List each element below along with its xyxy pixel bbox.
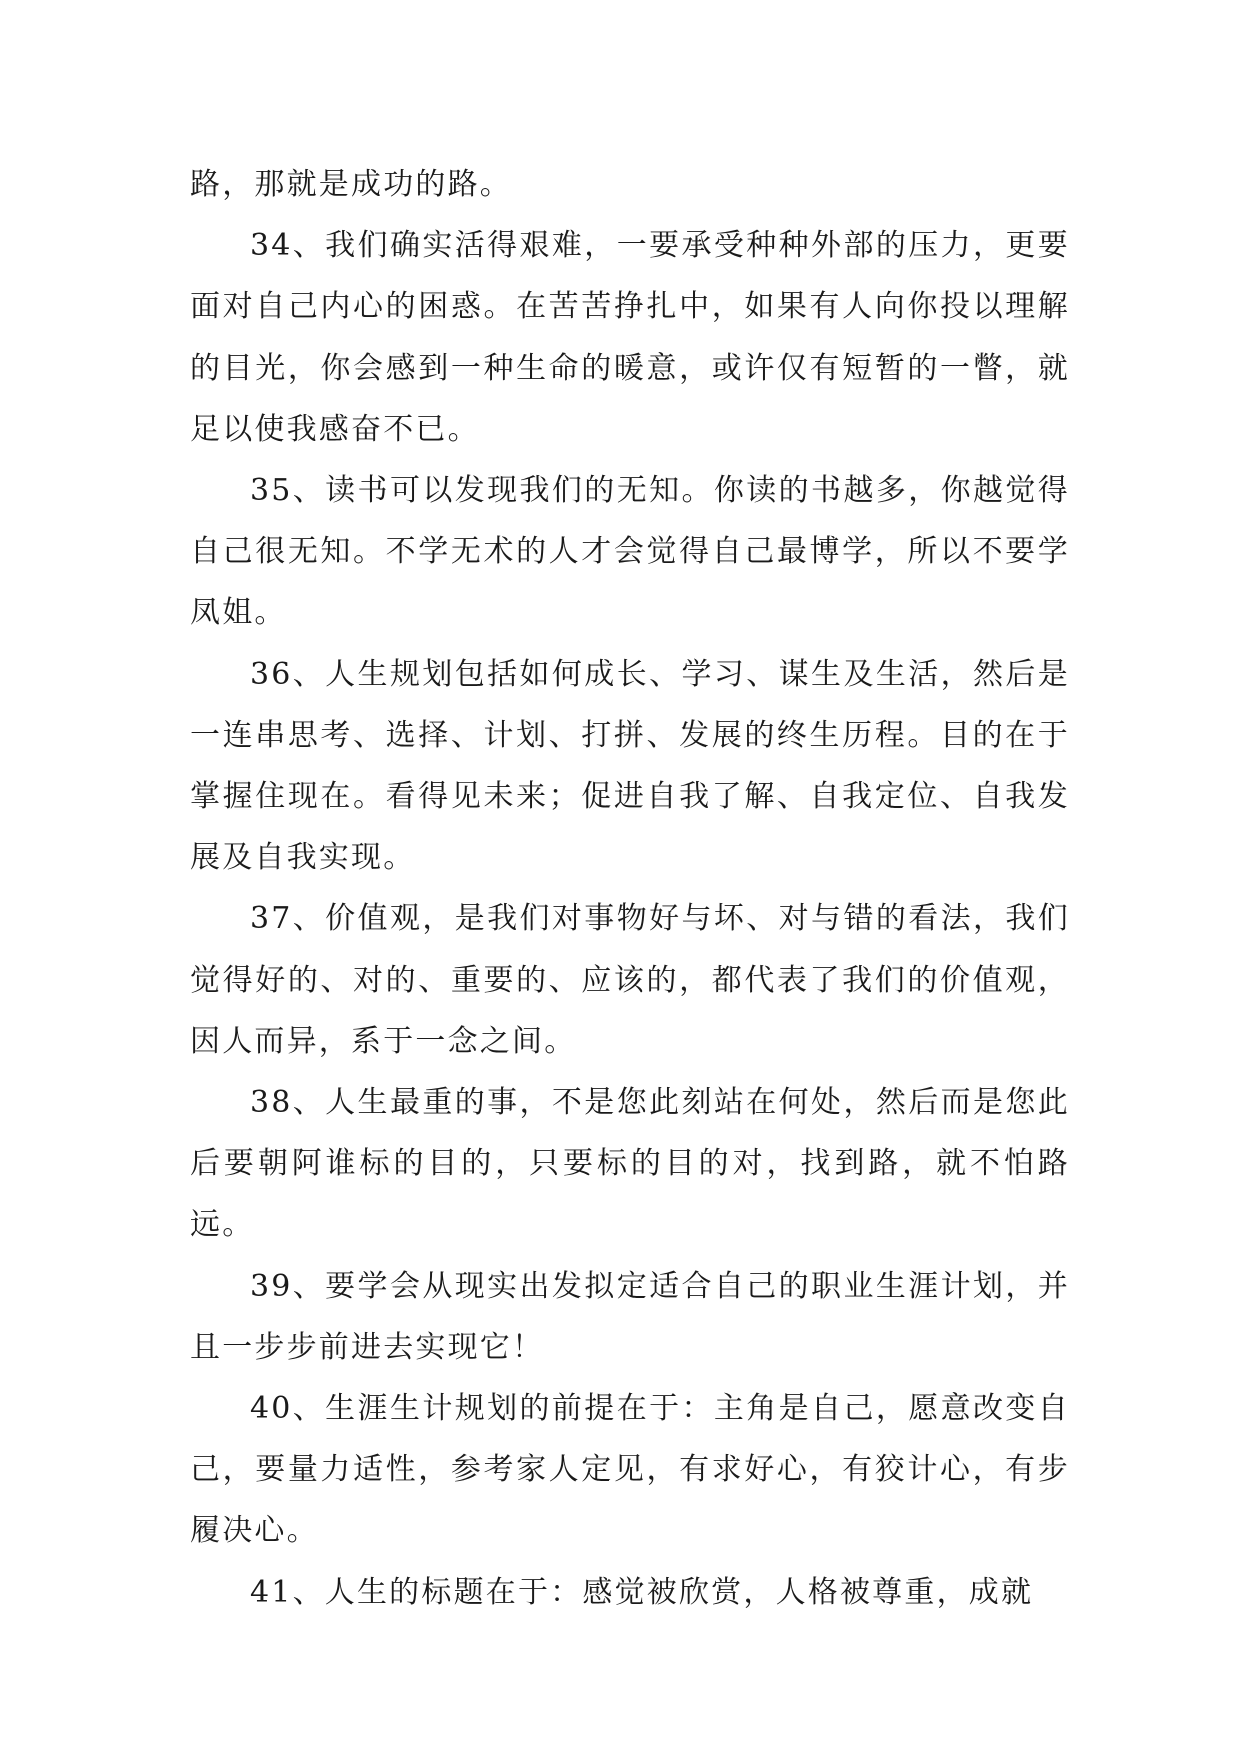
paragraph-40: 40、生涯生计规划的前提在于：主角是自己，愿意改变自己，要量力适性，参考家人定见，有求好心，有狡计心，有步履决心。: [190, 1391, 1070, 1549]
paragraph-37: 37、价值观，是我们对事物好与坏、对与错的看法，我们觉得好的、对的、重要的、应该的，都代表了我们的价值观，因人而异，系于一念之间。: [190, 901, 1070, 1059]
paragraph-continuation: 路，那就是成功的路。: [190, 167, 512, 202]
paragraph-39: 39、要学会从现实出发拟定适合自己的职业生涯计划，并且一步步前进去实现它！: [190, 1268, 1070, 1365]
paragraph-34: 34、我们确实活得艰难，一要承受种种外部的压力，更要面对自己内心的困惑。在苦苦挣扎中，如果有人向你投以理解的目光，你会感到一种生命的暖意，或许仅有短暂的一瞥，就足以使我感奋不已。: [190, 228, 1070, 447]
paragraph-35: 35、读书可以发现我们的无知。你读的书越多，你越觉得自己很无知。不学无术的人才会觉得自己最博学，所以不要学凤姐。: [190, 473, 1070, 631]
document-body: [190, 154, 1070, 1623]
paragraph-41: 41、人生的标题在于：感觉被欣赏，人格被尊重，成就: [250, 1574, 1034, 1610]
paragraph-38: 38、人生最重的事，不是您此刻站在何处，然后而是您此后要朝阿谁标的目的，只要标的目的对，找到路，就不怕路远。: [190, 1085, 1070, 1243]
paragraph-36: 36、人生规划包括如何成长、学习、谋生及生活，然后是一连串思考、选择、计划、打拼、发展的终生历程。目的在于掌握住现在。看得见未来；促进自我了解、自我定位、自我发展及自我实现。: [190, 656, 1070, 876]
